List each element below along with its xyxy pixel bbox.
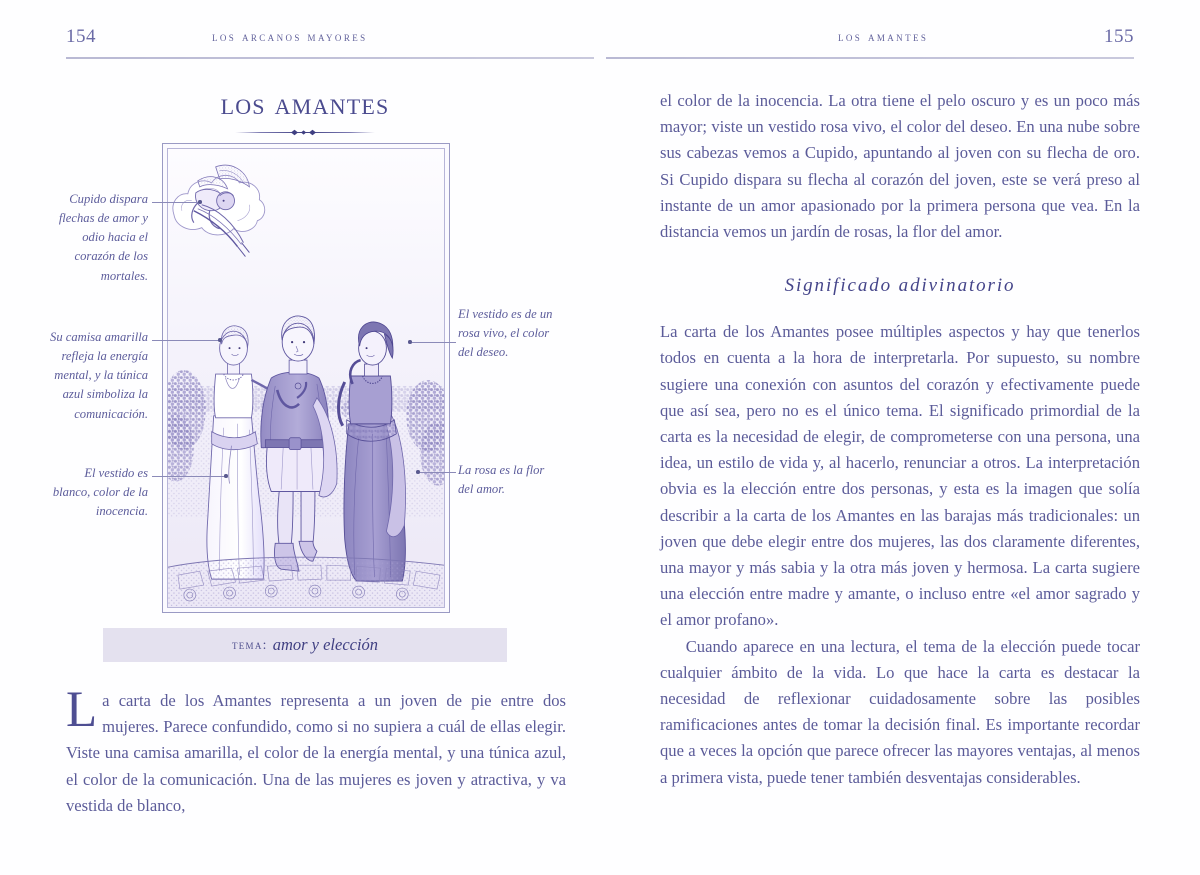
leader-line-rose (420, 472, 456, 473)
page-title: los amantes (220, 86, 390, 121)
folio-left: 154 (66, 26, 96, 47)
leader-dot-cupid (198, 200, 202, 204)
left-column-body (66, 682, 566, 819)
right-page (600, 0, 1200, 875)
intro-paragraph (66, 682, 566, 819)
continuation-paragraph: el color de la inocencia. La otra tiene el pelo oscuro y es un poco más mayor; viste un vestido rosa vivo, el color del deseo. En una nube sobre sus cabezas vemos a Cupido, apuntando al joven con su flecha de oro. Si Cupido dispara su flecha al corazón del joven, este se verá preso al instante de un amor apasionado por la primera persona que vea. En la distancia vemos un jardín de rosas, la flor del amor. (660, 91, 1140, 242)
title-ornament (235, 124, 375, 133)
drop-cap: L (66, 682, 98, 738)
theme-value: amor y elección (272, 635, 379, 654)
leader-line-cupid (152, 202, 200, 203)
leader-dot-white-dress (224, 474, 228, 478)
leader-dot-shirt (218, 338, 222, 342)
meaning-paragraph-1: La carta de los Amantes posee múltiples aspectos y hay que tenerlos todos en cuenta a la hora de interpretarla. Por supuesto, su nombre sugiere una conexión con asuntos del corazón y efectivamente puede que así sea, pero no es el único tema. El significado primordial de la carta es la necesidad de elegir, de comprometerse con una persona, una idea, un estilo de vida y, al hacerlo, renunciar a otros. La interpretación obvia es la elección entre dos personas, y esta es la imagen que solía describir a la carta de los Amantes en las barajas más tradicionales: un joven que debe elegir entre dos mujeres, las dos claramente diferentes, una mayor y más sabia y la otra más joven y hermosa. La carta sugiere una elección entre madre y amante, o incluso entre «el amor sagrado y el amor profano». (660, 322, 1140, 630)
folio-right: 155 (1104, 26, 1134, 47)
leader-dot-pink-dress (408, 340, 412, 344)
header-rule-right (606, 57, 1134, 59)
annotation-cupid: Cupido dispara flechas de amor y odio hacia el corazón de los mortales. (58, 192, 148, 283)
annotation-pink-dress: El vestido es de un rosa vivo, el color del deseo. (458, 307, 553, 360)
theme-banner (103, 628, 507, 662)
tarot-card-artwork (168, 149, 444, 607)
theme-label: tema: (231, 637, 268, 652)
header-rule-left (66, 57, 594, 59)
running-head-right: los amantes (838, 29, 929, 44)
section-subheading: Significado adivinatorio (784, 275, 1016, 297)
meaning-paragraph-2: Cuando aparece en una lectura, el tema de la elección puede tocar cualquier ámbito de la vida. Lo que hace la carta es destacar la necesidad de reflexionar cuidadosamente sobre las posibles ramificaciones antes de tomar la decisión final. Es importante recordar que a veces la opción que parece ofrecer las mayores ventajas, al menos a primera vista, puede tener también desventajas considerables. (660, 636, 1140, 787)
annotation-shirt: Su camisa amarilla refleja la energía mental, y la túnica azul simboliza la comunicación. (50, 330, 148, 421)
annotation-rose: La rosa es la flor del amor. (458, 463, 545, 497)
leader-dot-rose (416, 470, 420, 474)
right-column-body (660, 88, 1140, 791)
running-head-left: los arcanos mayores (212, 29, 368, 44)
annotation-white-dress: El vestido es blanco, color de la inocencia. (52, 466, 148, 519)
leader-line-shirt (152, 340, 220, 341)
card-illustration (162, 143, 450, 613)
leader-line-pink-dress (412, 342, 456, 343)
leader-line-white-dress (152, 476, 226, 477)
intro-paragraph-text: a carta de los Amantes representa a un joven de pie entre dos mujeres. Parece confundido, como si no supiera a cuál de ellas elegir. Viste una camisa amarilla, el color de la energía mental, y una túnica azul, el color de la comunicación. Una de las mujeres es joven y atractiva, y va vestida de blanco, (66, 691, 566, 815)
card-illustration-inner (167, 148, 445, 608)
